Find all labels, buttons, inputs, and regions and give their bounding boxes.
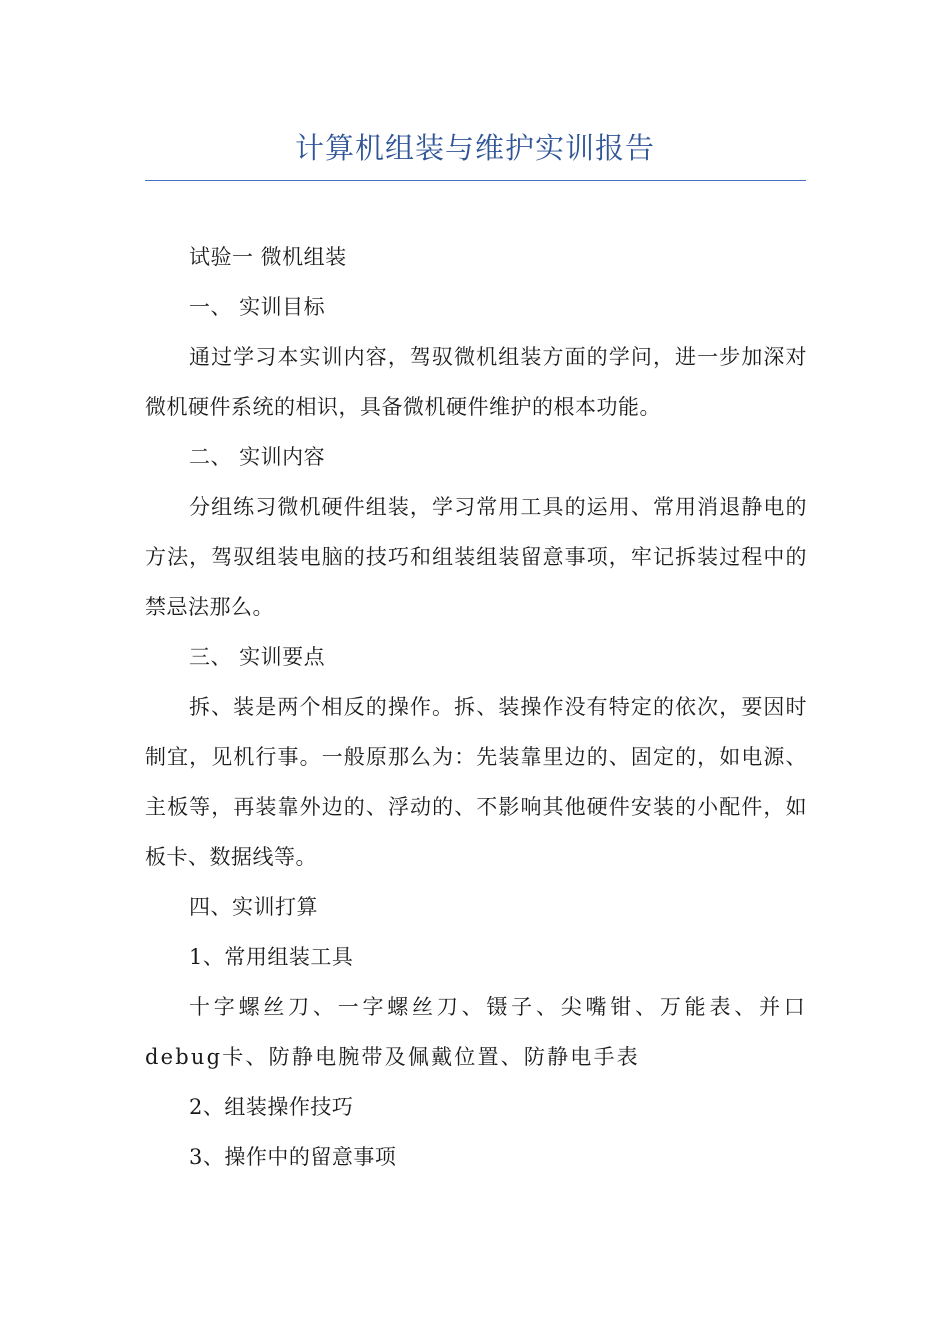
subheading-assembly-skills: 2、组装操作技巧 bbox=[189, 1095, 354, 1119]
paragraph-content: 分组练习微机硬件组装，学习常用工具的运用、常用消退静电的方法，驾驭组装电脑的技巧和组装组装留意事项，牢记拆装过程中的禁忌法那么。 bbox=[145, 495, 807, 619]
section-heading-preparation: 四、实训打算 bbox=[189, 895, 318, 919]
document-title: 计算机组装与维护实训报告 bbox=[294, 131, 655, 165]
subheading-precautions: 3、操作中的留意事项 bbox=[189, 1145, 397, 1169]
paragraph-objectives: 通过学习本实训内容，驾驭微机组装方面的学问，进一步加深对微机硬件系统的相识，具备微机硬件维护的根本功能。 bbox=[145, 345, 807, 419]
section-heading-objectives: 一、 实训目标 bbox=[189, 295, 326, 319]
section-heading-key-points: 三、 实训要点 bbox=[189, 645, 326, 669]
paragraph-tools: 十字螺丝刀、一字螺丝刀、镊子、尖嘴钳、万能表、并口debug卡、防静电腕带及佩戴位置、防静电手表 bbox=[145, 995, 807, 1069]
section-heading-content: 二、 实训内容 bbox=[189, 445, 326, 469]
paragraph-key-points: 拆、装是两个相反的操作。拆、装操作没有特定的依次，要因时制宜，见机行事。一般原那么为：先装靠里边的、固定的，如电源、主板等，再装靠外边的、浮动的、不影响其他硬件安装的小配件，如板卡、数据线等。 bbox=[145, 695, 807, 869]
title-underline bbox=[145, 180, 806, 181]
experiment-heading: 试验一 微机组装 bbox=[189, 245, 347, 269]
document-body bbox=[145, 232, 807, 1182]
subheading-tools: 1、常用组装工具 bbox=[189, 945, 354, 969]
